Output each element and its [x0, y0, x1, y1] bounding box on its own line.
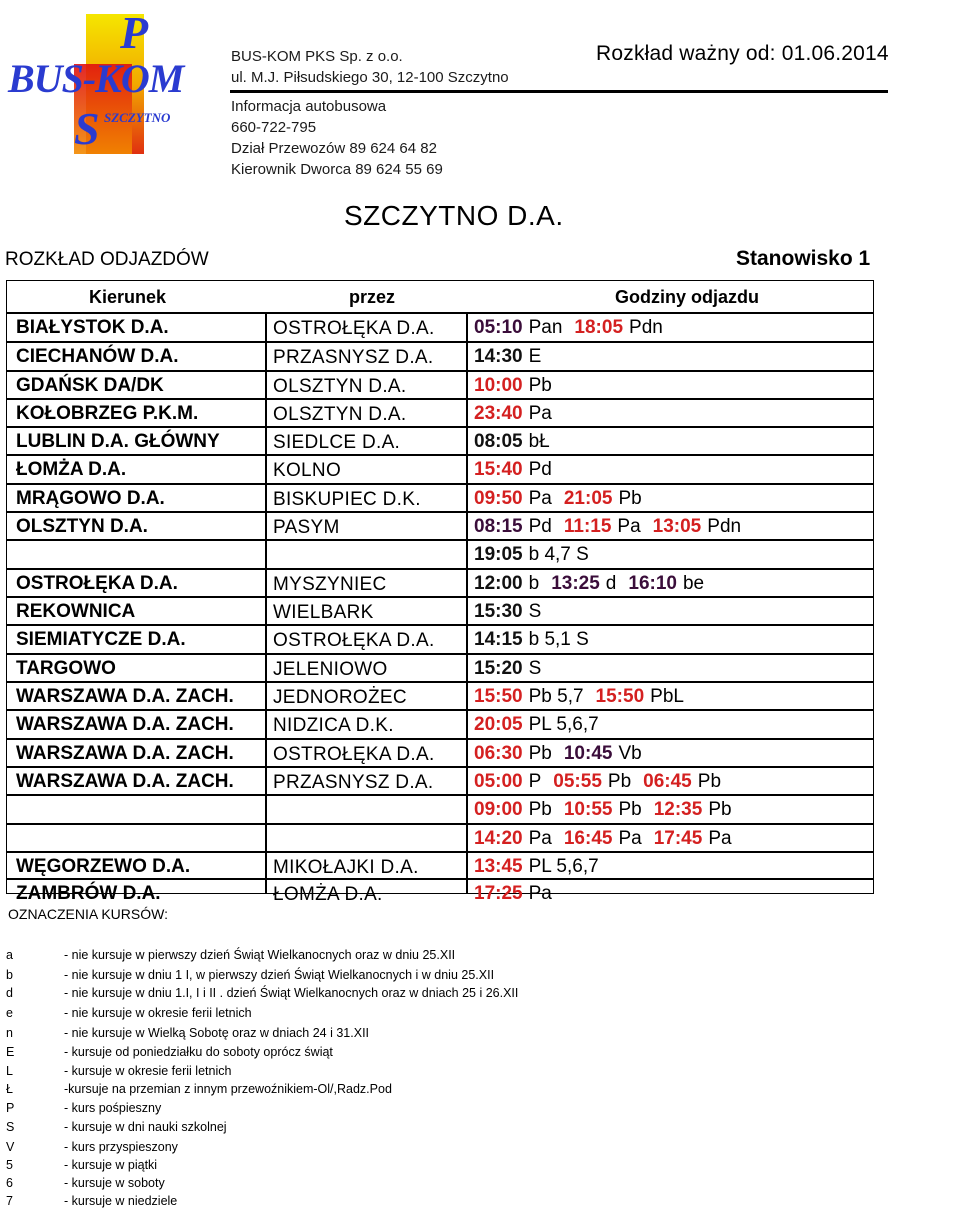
departure-time: 12:35 — [653, 799, 703, 820]
dzial-phone: Dział Przewozów 89 624 64 82 — [231, 140, 437, 157]
departure-time: 20:05 — [474, 714, 523, 735]
departure-note: b — [528, 573, 540, 594]
row-przez: PRZASNYSZ D.A. — [273, 347, 434, 368]
legend-description: - kursuje w okresie ferii letnich — [64, 1064, 232, 1078]
row-przez: SIEDLCE D.A. — [273, 432, 401, 453]
row-kierunek: LUBLIN D.A. GŁÓWNY — [16, 431, 220, 452]
table-row — [7, 484, 873, 512]
row-times — [474, 403, 564, 425]
departure-time: 10:00 — [474, 375, 523, 396]
logo-letter-p: P — [120, 7, 149, 58]
departure-time: 13:45 — [474, 856, 523, 877]
departure-time: 13:25 — [551, 573, 600, 594]
departure-time: 17:45 — [653, 828, 703, 849]
legend-description: - kurs pośpieszny — [64, 1101, 162, 1115]
departure-time: 14:30 — [474, 346, 523, 367]
legend-code: d — [6, 986, 13, 1000]
legend-description: - nie kursuje w dniu 1.I, I i II . dzień Świąt Wielkanocnych oraz w dniach 25 i 26.XII — [64, 986, 519, 1000]
row-times — [474, 686, 696, 708]
row-przez: PASYM — [273, 517, 340, 538]
row-times — [474, 799, 744, 821]
departure-note: Pb — [618, 488, 642, 509]
departure-time: 08:05 — [474, 431, 523, 452]
schedule-title: ROZKŁAD ODJAZDÓW — [5, 249, 209, 270]
table-row — [7, 682, 873, 710]
row-kierunek: WARSZAWA D.A. ZACH. — [16, 686, 234, 707]
bus-kom-logo — [4, 4, 204, 154]
legend-description: - kursuje w dni nauki szkolnej — [64, 1120, 227, 1134]
table-row — [7, 540, 873, 568]
station-name: SZCZYTNO D.A. — [344, 200, 564, 231]
row-przez: NIDZICA D.K. — [273, 715, 394, 736]
departure-note: S — [528, 658, 542, 679]
legend-description: - kursuje od poniedziałku do soboty oprócz świąt — [64, 1045, 333, 1059]
row-kierunek: WĘGORZEWO D.A. — [16, 856, 191, 877]
departure-time: 11:15 — [563, 516, 612, 537]
info-label: Informacja autobusowa — [231, 98, 387, 115]
departure-time: 14:15 — [474, 629, 523, 650]
row-przez: MIKOŁAJKI D.A. — [273, 857, 419, 878]
row-przez: OLSZTYN D.A. — [273, 404, 407, 425]
row-times — [474, 516, 753, 538]
row-times — [474, 856, 611, 878]
header-kierunek: Kierunek — [89, 287, 167, 307]
row-przez: OSTROŁĘKA D.A. — [273, 630, 435, 651]
departure-note: be — [682, 573, 705, 594]
departure-time: 23:40 — [474, 403, 523, 424]
legend-code: L — [6, 1064, 13, 1078]
row-kierunek: SIEMIATYCZE D.A. — [16, 629, 186, 650]
legend-description: - kurs przyspieszony — [64, 1140, 178, 1154]
legend-description: -kursuje na przemian z innym przewoźnikiem-Ol/,Radz.Pod — [64, 1082, 392, 1096]
departure-note: Pan — [528, 317, 563, 338]
departure-time: 05:10 — [474, 317, 523, 338]
row-times — [474, 431, 562, 453]
row-kierunek: ŁOMŻA D.A. — [16, 459, 127, 480]
legend-description: - kursuje w piątki — [64, 1158, 158, 1172]
departure-time: 15:50 — [595, 686, 645, 707]
row-kierunek: CIECHANÓW D.A. — [16, 346, 179, 367]
row-kierunek: GDAŃSK DA/DK — [16, 375, 164, 396]
row-times — [474, 375, 564, 397]
departure-time: 15:40 — [474, 459, 523, 480]
logo-letter-s: S — [74, 103, 100, 154]
departure-note: Pa — [528, 488, 552, 509]
departure-note: PbL — [650, 686, 684, 707]
company-address: ul. M.J. Piłsudskiego 30, 12-100 Szczytno — [231, 69, 509, 86]
departure-time: 16:45 — [563, 828, 613, 849]
departure-note: Pb — [697, 771, 722, 792]
row-przez: JELENIOWO — [273, 659, 388, 680]
timetable — [6, 280, 874, 905]
table-row — [7, 625, 873, 653]
legend-code: 7 — [6, 1194, 13, 1208]
info-phone: 660-722-795 — [231, 119, 317, 136]
row-kierunek: TARGOWO — [16, 658, 116, 679]
departure-time: 10:55 — [563, 799, 613, 820]
row-kierunek: ZAMBRÓW D.A. — [16, 883, 161, 904]
row-przez: WIELBARK — [273, 602, 374, 623]
departure-note: Pa — [618, 828, 642, 849]
departure-note: b 4,7 S — [528, 544, 589, 565]
departure-note: Pd — [528, 459, 552, 480]
row-przez: MYSZYNIEC — [273, 574, 387, 595]
departure-note: Pb — [618, 799, 642, 820]
row-kierunek: OSTROŁĘKA D.A. — [16, 573, 178, 594]
departure-note: Pb — [528, 743, 552, 764]
departure-note: Pdn — [629, 317, 663, 338]
table-row — [7, 399, 873, 427]
departure-time: 12:00 — [474, 573, 523, 594]
departure-note: Pb — [528, 799, 552, 820]
row-kierunek: BIAŁYSTOK D.A. — [16, 317, 169, 338]
departure-note: P — [528, 771, 542, 792]
row-przez: OSTROŁĘKA D.A. — [273, 318, 435, 339]
departure-note: Vb — [618, 743, 642, 764]
valid-from: Rozkład ważny od: 01.06.2014 — [596, 42, 889, 65]
departure-time: 18:05 — [574, 317, 624, 338]
departure-note: b 5,1 S — [528, 629, 589, 650]
table-row — [7, 879, 873, 907]
logo-text-main: BUS-KOM — [8, 56, 184, 101]
departure-note: Pb — [708, 799, 732, 820]
table-row — [7, 852, 873, 880]
departure-time: 21:05 — [563, 488, 613, 509]
legend-code: Ł — [6, 1082, 13, 1096]
departure-time: 06:45 — [643, 771, 692, 792]
departure-note: PL 5,6,7 — [528, 856, 599, 877]
table-row — [7, 342, 873, 370]
row-times — [474, 459, 564, 481]
departure-note: Pa — [528, 883, 552, 904]
row-times — [474, 317, 675, 339]
departure-note: Pa — [528, 403, 552, 424]
table-row — [7, 455, 873, 483]
table-row — [7, 767, 873, 795]
row-times — [474, 883, 564, 905]
departure-time: 15:20 — [474, 658, 523, 679]
legend-description: - nie kursuje w okresie ferii letnich — [64, 1006, 252, 1020]
table-row — [7, 654, 873, 682]
kierownik-phone: Kierownik Dworca 89 624 55 69 — [231, 161, 443, 178]
table-row — [7, 512, 873, 540]
departure-time: 16:10 — [628, 573, 677, 594]
departure-note: E — [528, 346, 542, 367]
departure-note: Pb — [528, 375, 552, 396]
company-name: BUS-KOM PKS Sp. z o.o. — [231, 48, 403, 65]
legend-description: - nie kursuje w pierwszy dzień Świąt Wielkanocnych oraz w dniu 25.XII — [64, 948, 456, 962]
table-row — [7, 427, 873, 455]
row-times — [474, 346, 553, 368]
row-times — [474, 828, 744, 850]
table-row — [7, 824, 873, 852]
row-przez: KOLNO — [273, 460, 342, 481]
legend-code: P — [6, 1101, 15, 1115]
departure-time: 14:20 — [474, 828, 523, 849]
departure-time: 10:45 — [563, 743, 613, 764]
table-row — [7, 569, 873, 597]
header-przez: przez — [349, 287, 396, 307]
departure-note: Pa — [708, 828, 732, 849]
departure-note: Pdn — [707, 516, 742, 537]
logo-graphic — [4, 4, 204, 154]
departure-note: d — [605, 573, 617, 594]
legend-code: V — [6, 1140, 15, 1154]
legend-description: - nie kursuje w Wielką Sobotę oraz w dniach 24 i 31.XII — [64, 1026, 370, 1040]
legend-description: - kursuje w niedziele — [64, 1194, 178, 1208]
row-kierunek: REKOWNICA — [16, 601, 136, 622]
legend-code: 5 — [6, 1158, 13, 1172]
departure-note: bŁ — [528, 431, 550, 452]
departure-time: 08:15 — [474, 516, 523, 537]
row-kierunek: OLSZTYN D.A. — [16, 516, 148, 537]
header-divider — [230, 90, 888, 93]
row-kierunek: WARSZAWA D.A. ZACH. — [16, 743, 234, 764]
table-row — [7, 795, 873, 823]
legend-description: - kursuje w soboty — [64, 1176, 165, 1190]
row-times — [474, 714, 611, 736]
row-kierunek: WARSZAWA D.A. ZACH. — [16, 714, 234, 735]
departure-time: 15:50 — [474, 686, 523, 707]
legend-code: S — [6, 1120, 15, 1134]
row-kierunek: WARSZAWA D.A. ZACH. — [16, 771, 234, 792]
departure-note: Pd — [528, 516, 552, 537]
departure-note: Pb 5,7 — [528, 686, 584, 707]
table-row — [7, 313, 873, 341]
departure-time: 05:55 — [553, 771, 602, 792]
legend-code: n — [6, 1026, 13, 1040]
row-times — [474, 544, 601, 566]
departure-note: Pb — [607, 771, 632, 792]
departure-time: 15:30 — [474, 601, 523, 622]
row-times — [474, 573, 716, 595]
stand-label: Stanowisko 1 — [736, 247, 871, 270]
row-przez: BISKUPIEC D.K. — [273, 489, 421, 510]
row-times — [474, 629, 601, 651]
departure-note: Pa — [528, 828, 552, 849]
departure-note: S — [528, 601, 542, 622]
departure-time: 13:05 — [652, 516, 702, 537]
legend-title: OZNACZENIA KURSÓW: — [8, 906, 168, 922]
departure-time: 19:05 — [474, 544, 523, 565]
legend-code: E — [6, 1045, 15, 1059]
legend-code: e — [6, 1006, 13, 1020]
departure-note: Pa — [617, 516, 641, 537]
row-times — [474, 743, 654, 765]
row-przez: OSTROŁĘKA D.A. — [273, 744, 435, 765]
departure-time: 17:25 — [474, 883, 523, 904]
departure-time: 06:30 — [474, 743, 523, 764]
row-przez: ŁOMŻA D.A. — [273, 884, 383, 905]
row-kierunek: MRĄGOWO D.A. — [16, 488, 165, 509]
legend-description: - nie kursuje w dniu 1 I, w pierwszy dzień Świąt Wielkanocnych i w dniu 25.XII — [64, 968, 495, 982]
company-info — [231, 46, 509, 180]
row-times — [474, 658, 553, 680]
departure-time: 09:00 — [474, 799, 523, 820]
row-przez: PRZASNYSZ D.A. — [273, 772, 434, 793]
departure-time: 09:50 — [474, 488, 523, 509]
logo-city: SZCZYTNO — [104, 110, 171, 125]
legend-code: 6 — [6, 1176, 13, 1190]
departure-note: PL 5,6,7 — [528, 714, 599, 735]
legend-code: b — [6, 968, 13, 982]
table-row — [7, 739, 873, 767]
legend-code: a — [6, 948, 13, 962]
row-times — [474, 601, 553, 623]
table-row — [7, 597, 873, 625]
departure-time: 05:00 — [474, 771, 523, 792]
row-times — [474, 488, 654, 510]
row-przez: JEDNOROŻEC — [273, 687, 407, 708]
table-row — [7, 371, 873, 399]
row-times — [474, 771, 733, 793]
row-kierunek: KOŁOBRZEG P.K.M. — [16, 403, 199, 424]
table-row — [7, 710, 873, 738]
row-przez: OLSZTYN D.A. — [273, 376, 407, 397]
header-godziny: Godziny odjazdu — [615, 287, 759, 307]
